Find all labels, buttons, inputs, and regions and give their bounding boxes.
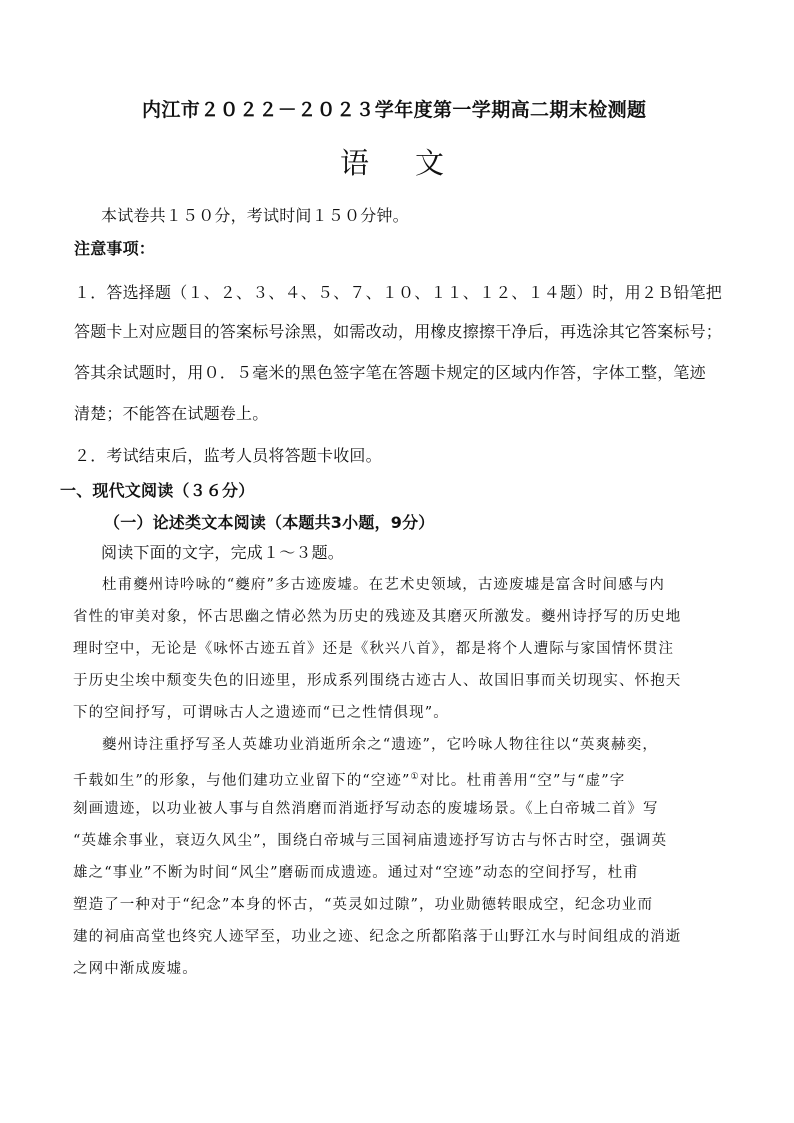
passage-line: 下的空间抒写，可谓咏古人之遗迹而“已之性情俱现”。 [73, 705, 449, 721]
passage-line: “英雄余事业，衰迈久风尘”，围绕白帝城与三国祠庙遗迹抒写访古与怀古时空，强调英 [73, 833, 668, 849]
passage-line: 理时空中，无论是《咏怀古迹五首》还是《秋兴八首》，都是将个人遭际与家国情怀贯注 [73, 641, 675, 657]
passage-text: 对比。杜甫善用“空”与“虚”字 [419, 773, 626, 789]
reading-instruction: 阅读下面的文字，完成１～３题。 [101, 543, 345, 562]
notice-line: 清楚；不能答在试题卷上。 [74, 404, 269, 423]
notice-heading: 注意事项： [74, 239, 156, 258]
exam-info: 本试卷共１５０分，考试时间１５０分钟。 [101, 206, 409, 225]
passage-line: 省性的审美对象，怀古思幽之情必然为历史的残迹及其磨灭所激发。夔州诗抒写的历史地 [73, 609, 682, 625]
section-heading: 一、现代文阅读（３６分） [60, 481, 255, 500]
passage-line [73, 767, 625, 791]
passage-line: 于历史尘埃中颓变失色的旧迹里，形成系列围绕古迹古人、故国旧事而关切现实、怀抱天 [73, 673, 682, 689]
passage-line: 塑造了一种对于“纪念”本身的怀古，“英灵如过隙”，功业勋德转眼成空，纪念功业而 [73, 897, 654, 913]
notice-line: ２．考试结束后，监考人员将答题卡收回。 [74, 446, 382, 465]
passage-line: 之网中渐成废墟。 [73, 961, 198, 977]
notice-line: 答其余试题时，用０．５毫米的黑色签字笔在答题卡规定的区域内作答，字体工整，笔迹 [74, 363, 706, 382]
section-subheading: （一）论述类文本阅读（本题共3小题，9分） [104, 513, 435, 532]
passage-text: 千载如生”的形象，与他们建功立业留下的“空迹” [73, 773, 411, 789]
notice-line: １．答选择题（１、２、３、４、５、７、１０、１１、１２、１４题）时，用２Ｂ铅笔把 [74, 283, 723, 302]
subject-title: 语文 [340, 146, 491, 180]
passage-line: 杜甫夔州诗吟咏的“夔府”多古迹废墟。在艺术史领域，古迹废墟是富含时间感与内 [102, 577, 666, 593]
notice-line: 答题卡上对应题目的答案标号涂黑，如需改动，用橡皮擦擦干净后，再选涂其它答案标号； [74, 322, 723, 341]
footnote-marker: ① [410, 772, 420, 782]
passage-line: 夔州诗注重抒写圣人英雄功业消逝所余之“遗迹”，它吟咏人物往往以“英爽赫奕， [102, 737, 658, 753]
passage-line: 雄之“事业”不断为时间“风尘”磨砺而成遗迹。通过对“空迹”动态的空间抒写，杜甫 [73, 865, 639, 881]
passage-line: 刻画遗迹，以功业被人事与自然消磨而消逝抒写动态的废墟场景。《上白帝城二首》写 [73, 801, 659, 817]
passage-line: 建的祠庙高堂也终究人迹罕至，功业之迹、纪念之所都陷落于山野江水与时间组成的消逝 [73, 929, 682, 945]
exam-title: 内江市２０２２－２０２３学年度第一学期高二期末检测题 [142, 99, 647, 121]
